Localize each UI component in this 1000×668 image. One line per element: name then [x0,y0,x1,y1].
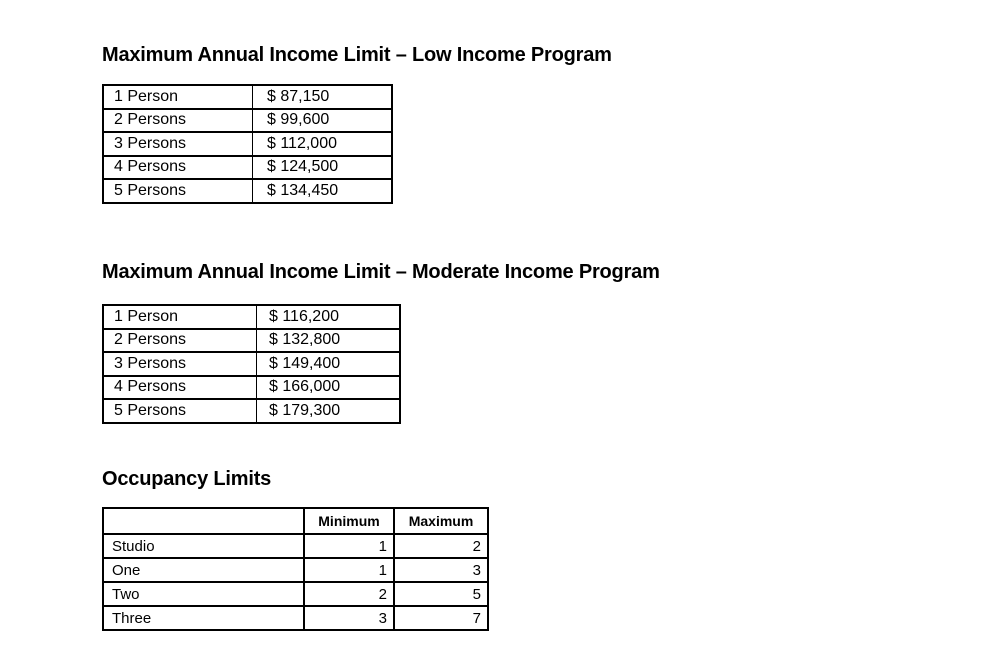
table-row [103,606,488,630]
income-limit-cell: $ 166,000 [257,376,401,400]
unit-type-header [103,508,304,534]
income-limit-cell: $ 134,450 [253,179,393,203]
low-income-heading: Maximum Annual Income Limit – Low Income Program [102,44,612,66]
unit-type-cell: Three [103,606,304,630]
household-size-cell: 5 Persons [103,179,253,203]
table-row [103,352,400,376]
household-size-cell: 5 Persons [103,399,257,423]
unit-type-cell: Two [103,582,304,606]
income-limit-cell: $ 99,600 [253,109,393,133]
minimum-cell: 1 [304,558,394,582]
income-limit-cell: $ 116,200 [257,305,401,329]
table-row [103,179,392,203]
household-size-cell: 3 Persons [103,352,257,376]
income-limit-cell: $ 149,400 [257,352,401,376]
minimum-cell: 3 [304,606,394,630]
income-limit-cell: $ 132,800 [257,329,401,353]
table-row [103,132,392,156]
occupancy-table [102,507,489,631]
household-size-cell: 4 Persons [103,156,253,180]
minimum-cell: 1 [304,534,394,558]
unit-type-cell: One [103,558,304,582]
table-header-row [103,508,488,534]
maximum-cell: 2 [394,534,488,558]
table-row [103,156,392,180]
income-limit-cell: $ 179,300 [257,399,401,423]
household-size-cell: 3 Persons [103,132,253,156]
table-row [103,376,400,400]
table-row [103,109,392,133]
unit-type-cell: Studio [103,534,304,558]
table-row [103,534,488,558]
income-limit-cell: $ 112,000 [253,132,393,156]
occupancy-heading: Occupancy Limits [102,468,272,490]
moderate-income-heading: Maximum Annual Income Limit – Moderate Income Program [102,261,660,283]
income-limit-cell: $ 124,500 [253,156,393,180]
household-size-cell: 4 Persons [103,376,257,400]
household-size-cell: 2 Persons [103,329,257,353]
household-size-cell: 1 Person [103,85,253,109]
household-size-cell: 1 Person [103,305,257,329]
table-row [103,329,400,353]
household-size-cell: 2 Persons [103,109,253,133]
table-row [103,85,392,109]
maximum-cell: 3 [394,558,488,582]
low-income-table [102,84,393,204]
table-row [103,582,488,606]
table-row [103,305,400,329]
moderate-income-table [102,304,401,424]
maximum-cell: 7 [394,606,488,630]
maximum-cell: 5 [394,582,488,606]
minimum-header: Minimum [304,508,394,534]
income-limit-cell: $ 87,150 [253,85,393,109]
minimum-cell: 2 [304,582,394,606]
table-row [103,558,488,582]
table-row [103,399,400,423]
maximum-header: Maximum [394,508,488,534]
